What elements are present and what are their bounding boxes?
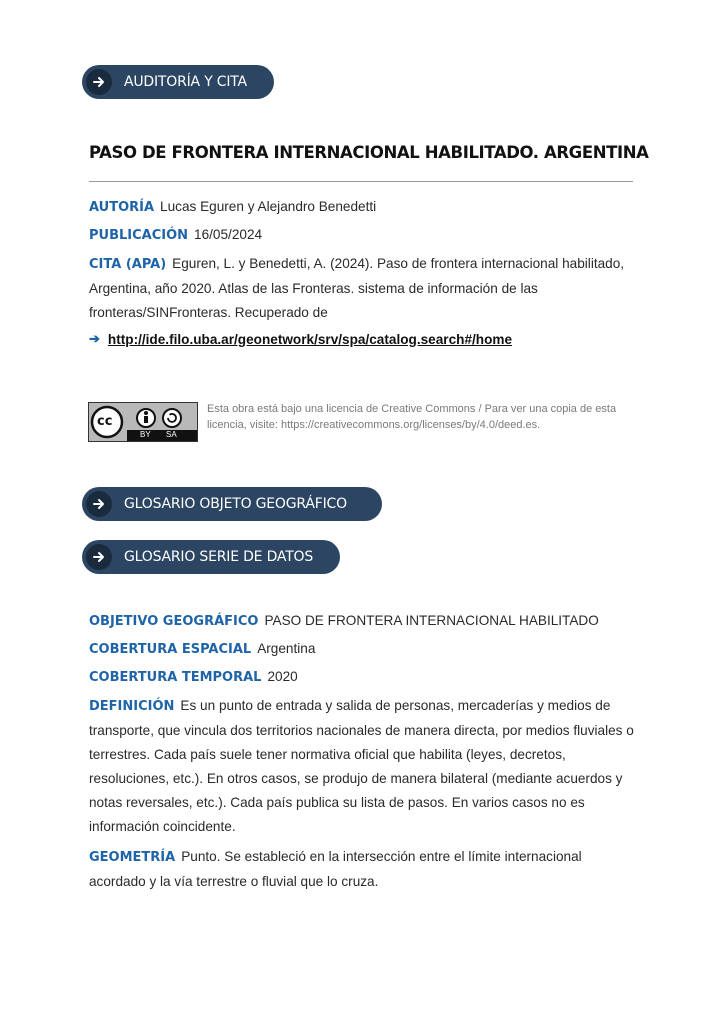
auditoria-cita-button[interactable] bbox=[82, 65, 274, 99]
definicion-row bbox=[89, 694, 634, 839]
auditoria-cita-label: AUDITORÍA Y CITA bbox=[124, 74, 247, 90]
cc-text: cc bbox=[97, 414, 113, 429]
cob-temporal-label: COBERTURA TEMPORAL bbox=[89, 670, 262, 685]
cita-label: CITA (APA) bbox=[89, 257, 167, 272]
glosario-serie-button[interactable] bbox=[82, 540, 340, 574]
glosario-objeto-label: GLOSARIO OBJETO GEOGRÁFICO bbox=[124, 496, 347, 512]
divider bbox=[89, 181, 633, 182]
glosario-objeto-button[interactable] bbox=[82, 487, 382, 521]
sa-text: SA bbox=[166, 430, 177, 439]
catalog-link[interactable]: http://ide.filo.uba.ar/geonetwork/srv/spa/catalog.search#/home bbox=[107, 331, 513, 347]
objetivo-row bbox=[89, 609, 634, 634]
geometria-value: Punto. Se estableció en la intersección entre el límite internacional acordado y la vía terrestre o fluvial que lo cruza. bbox=[89, 849, 582, 889]
by-text: BY bbox=[140, 430, 151, 439]
catalog-link-row bbox=[89, 331, 512, 347]
definicion-value: Es un punto de entrada y salida de personas, mercaderías y medios de transporte, que vincula dos territorios nacionales de manera directa, por medios fluviales o terrestres. Cada país suele tener normativa oficial que habilita (leyes, decretos, resoluciones, etc.). En otros casos, se produjo de manera bilateral (mediante acuerdos y notas reversales, etc.). Cada país publica su lista de pasos. En varios casos no es información coincidente. bbox=[89, 698, 634, 834]
cita-value: Eguren, L. y Benedetti, A. (2024). Paso de frontera internacional habilitado, Argentina, año 2020. Atlas de las Fronteras. sistema de información de las fronteras/SINFronteras. Recuperado de bbox=[89, 256, 625, 320]
arrow-right-icon: ➔ bbox=[89, 331, 100, 346]
definicion-label: DEFINICIÓN bbox=[89, 699, 175, 714]
publicacion-label: PUBLICACIÓN bbox=[89, 228, 189, 243]
cob-espacial-value: Argentina bbox=[257, 641, 316, 656]
cc-license-badge[interactable] bbox=[88, 402, 198, 442]
autoria-row bbox=[89, 195, 634, 220]
objetivo-label: OBJETIVO GEOGRÁFICO bbox=[89, 614, 259, 629]
publicacion-value: 16/05/2024 bbox=[194, 227, 263, 242]
cita-row bbox=[89, 252, 634, 325]
autoria-label: AUTORÍA bbox=[89, 200, 155, 215]
page-title: PASO DE FRONTERA INTERNACIONAL HABILITADO. ARGENTINA bbox=[89, 143, 649, 162]
arrow-right-icon bbox=[86, 491, 112, 517]
cob-espacial-row bbox=[89, 637, 634, 662]
autoria-value: Lucas Eguren y Alejandro Benedetti bbox=[160, 199, 377, 214]
publicacion-row bbox=[89, 223, 634, 248]
cob-temporal-row bbox=[89, 665, 634, 690]
objetivo-value: PASO DE FRONTERA INTERNACIONAL HABILITADO bbox=[264, 613, 599, 628]
cob-espacial-label: COBERTURA ESPACIAL bbox=[89, 642, 252, 657]
geometria-label: GEOMETRÍA bbox=[89, 850, 176, 865]
glosario-serie-label: GLOSARIO SERIE DE DATOS bbox=[124, 549, 314, 565]
cob-temporal-value: 2020 bbox=[267, 669, 298, 684]
license-text: Esta obra está bajo una licencia de Creative Commons / Para ver una copia de esta licencia, visite: https://creativecommons.org/licenses/by/4.0/deed.es. bbox=[207, 403, 617, 431]
arrow-right-icon bbox=[86, 69, 112, 95]
arrow-right-icon bbox=[86, 544, 112, 570]
geometria-row bbox=[89, 845, 634, 894]
